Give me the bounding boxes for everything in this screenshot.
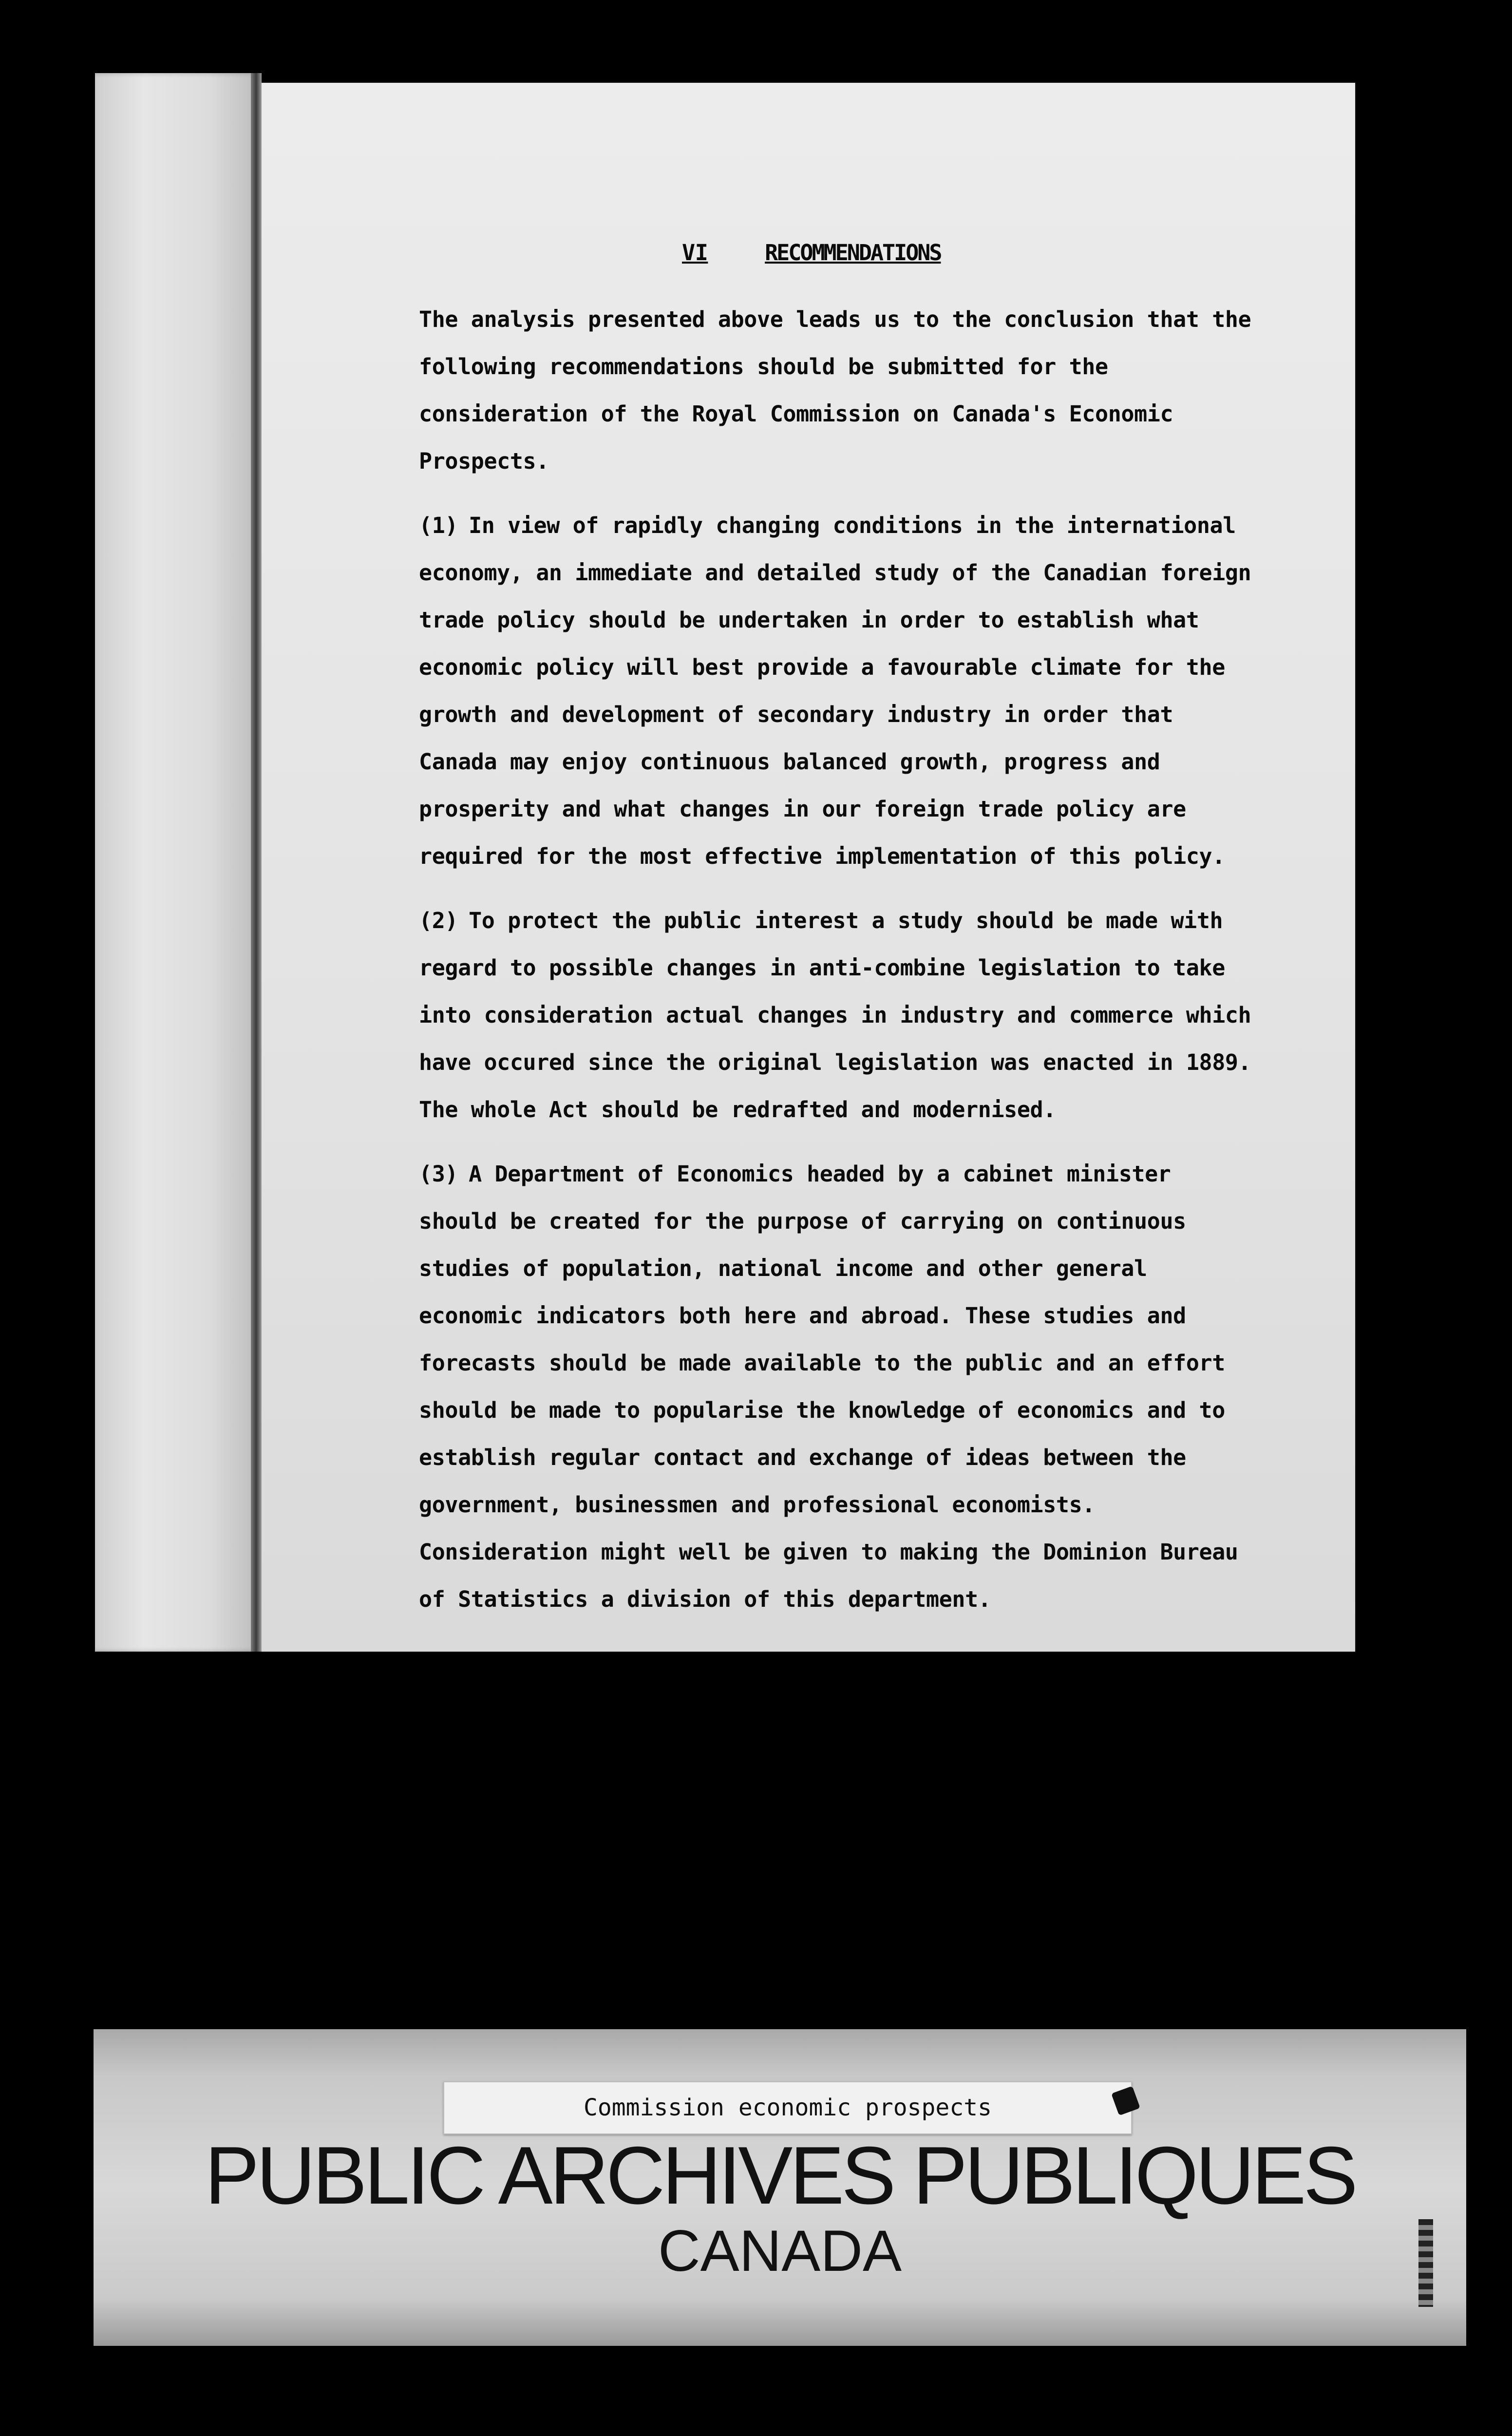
recommendation-1-text: In view of rapidly changing conditions in the international economy, an immediate and detailed study of the Canadian foreign trade policy should be undertaken in order to establish what economic policy will best provide a favourable climate for the growth and development of secondary industry in order that Canada may enjoy continuous balanced growth, progress and prosperity and what changes in our foreign trade policy are required for the most effective implementation of this policy. [419, 513, 1251, 869]
section-number: VI [682, 240, 708, 266]
facing-page-strip [95, 73, 258, 1652]
document-text [419, 229, 1257, 1640]
page-spine [251, 73, 262, 1652]
archive-subtitle: CANADA [658, 2218, 902, 2284]
recommendation-2 [419, 897, 1257, 1133]
recommendation-1-number: (1) [419, 513, 458, 538]
archive-title: PUBLIC ARCHIVES PUBLIQUES [205, 2130, 1355, 2221]
recommendation-2-text: To protect the public interest a study should be made with regard to possible changes in anti-combine legislation to take into consideration actual changes in industry and commerce which have occured since the original legislation was enacted in 1889. The whole Act should be redrafted and modernised. [419, 908, 1251, 1123]
recommendation-3 [419, 1150, 1257, 1623]
edge-marker-icon [1418, 2219, 1433, 2307]
recommendation-2-number: (2) [419, 908, 458, 933]
recommendation-1 [419, 502, 1257, 880]
section-title: RECOMMENDATIONS [765, 240, 941, 266]
recommendation-3-number: (3) [419, 1161, 458, 1187]
recommendation-3-text: A Department of Economics headed by a cabinet minister should be created for the purpose of carrying on continuous studies of population, national income and other general economic indicators both here and abroad. These studies and forecasts should be made available to the public and an effort should be made to popularise the knowledge of economics and to establish regular contact and exchange of ideas between the government, businessmen and professional economists. Consideration might well be given to making the Dominion Bureau of Statistics a division of this department. [419, 1161, 1238, 1612]
section-heading [682, 229, 1257, 276]
archive-label: Commission economic prospects [443, 2081, 1132, 2134]
intro-paragraph: The analysis presented above leads us to the conclusion that the following recommendations should be submitted for the consideration of the Royal Commission on Canada's Economic Prospects. [419, 306, 1251, 474]
